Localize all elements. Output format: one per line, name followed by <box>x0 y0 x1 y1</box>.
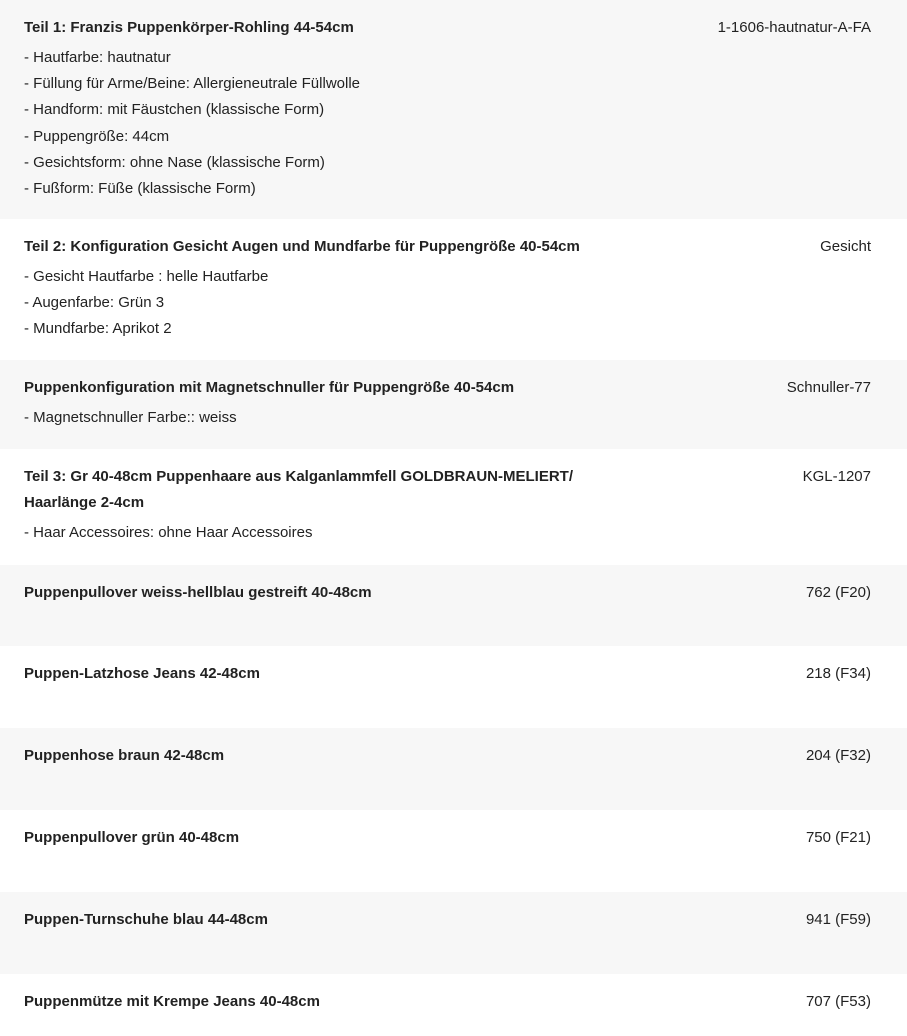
item-attribute: - Hautfarbe: hautnatur <box>24 49 171 66</box>
order-item-row <box>0 449 907 565</box>
item-details <box>24 828 614 892</box>
order-item-row <box>0 360 907 449</box>
order-item-row <box>0 0 907 219</box>
item-title: Teil 3: Gr 40-48cm Puppenhaare aus Kalganlammfell GOLDBRAUN-MELIERT/ Haarlänge 2-4cm <box>24 468 574 511</box>
item-sku: 762 (F20) <box>805 584 871 601</box>
item-sku: 1-1606-hautnatur-A-FA <box>717 19 871 36</box>
item-attributes <box>24 45 614 202</box>
order-item-row <box>0 728 907 810</box>
item-title: Teil 1: Franzis Puppenkörper-Rohling 44-54cm <box>24 19 354 36</box>
item-attribute: - Fußform: Füße (klassische Form) <box>24 180 256 198</box>
item-attribute: - Haar Accessoires: ohne Haar Accessoires <box>24 524 313 541</box>
order-item-row <box>0 565 907 646</box>
item-title: Teil 2: Konfiguration Gesicht Augen und Mundfarbe für Puppengröße 40-54cm <box>24 238 580 255</box>
item-details <box>24 910 614 974</box>
order-item-row <box>0 892 907 974</box>
item-attributes <box>24 264 614 343</box>
item-sku: 707 (F53) <box>805 993 871 1010</box>
item-attribute: - Mundfarbe: Aprikot 2 <box>24 320 172 338</box>
item-sku: 941 (F59) <box>805 911 871 928</box>
order-item-row <box>0 646 907 728</box>
item-title: Puppenmütze mit Krempe Jeans 40-48cm <box>24 993 320 1010</box>
item-attribute: - Magnetschnuller Farbe:: weiss <box>24 409 237 426</box>
item-details <box>24 467 614 565</box>
item-attributes <box>24 405 614 431</box>
item-title: Puppenpullover weiss-hellblau gestreift 40-48cm <box>24 584 372 601</box>
item-sku: 204 (F32) <box>805 747 871 764</box>
order-item-row <box>0 219 907 360</box>
item-details <box>24 583 614 646</box>
item-sku: Gesicht <box>820 238 871 255</box>
item-sku: Schnuller-77 <box>786 379 871 396</box>
item-sku: 750 (F21) <box>805 829 871 846</box>
item-details <box>24 664 614 728</box>
item-title: Puppenpullover grün 40-48cm <box>24 829 240 846</box>
item-attributes <box>24 520 614 546</box>
item-details <box>24 237 614 360</box>
item-attribute: - Augenfarbe: Grün 3 <box>24 294 165 312</box>
item-attribute: - Gesicht Hautfarbe : helle Hautfarbe <box>24 268 269 285</box>
item-title: Puppenhose braun 42-48cm <box>24 747 225 764</box>
item-attribute: - Handform: mit Fäustchen (klassische Form) <box>24 101 325 119</box>
item-title: Puppen-Turnschuhe blau 44-48cm <box>24 911 268 928</box>
item-title: Puppenkonfiguration mit Magnetschnuller für Puppengröße 40-54cm <box>24 379 515 396</box>
item-details <box>24 378 614 449</box>
order-item-row <box>0 810 907 892</box>
item-details <box>24 992 614 1036</box>
item-sku: KGL-1207 <box>802 468 871 485</box>
item-title: Puppen-Latzhose Jeans 42-48cm <box>24 665 260 682</box>
item-attribute: - Füllung für Arme/Beine: Allergieneutrale Füllwolle <box>24 75 360 93</box>
item-details <box>24 18 614 219</box>
item-details <box>24 746 614 810</box>
order-item-row <box>0 974 907 1036</box>
item-attribute: - Puppengröße: 44cm <box>24 127 170 145</box>
item-attribute: - Gesichtsform: ohne Nase (klassische Form) <box>24 153 325 171</box>
item-sku: 218 (F34) <box>805 665 871 682</box>
